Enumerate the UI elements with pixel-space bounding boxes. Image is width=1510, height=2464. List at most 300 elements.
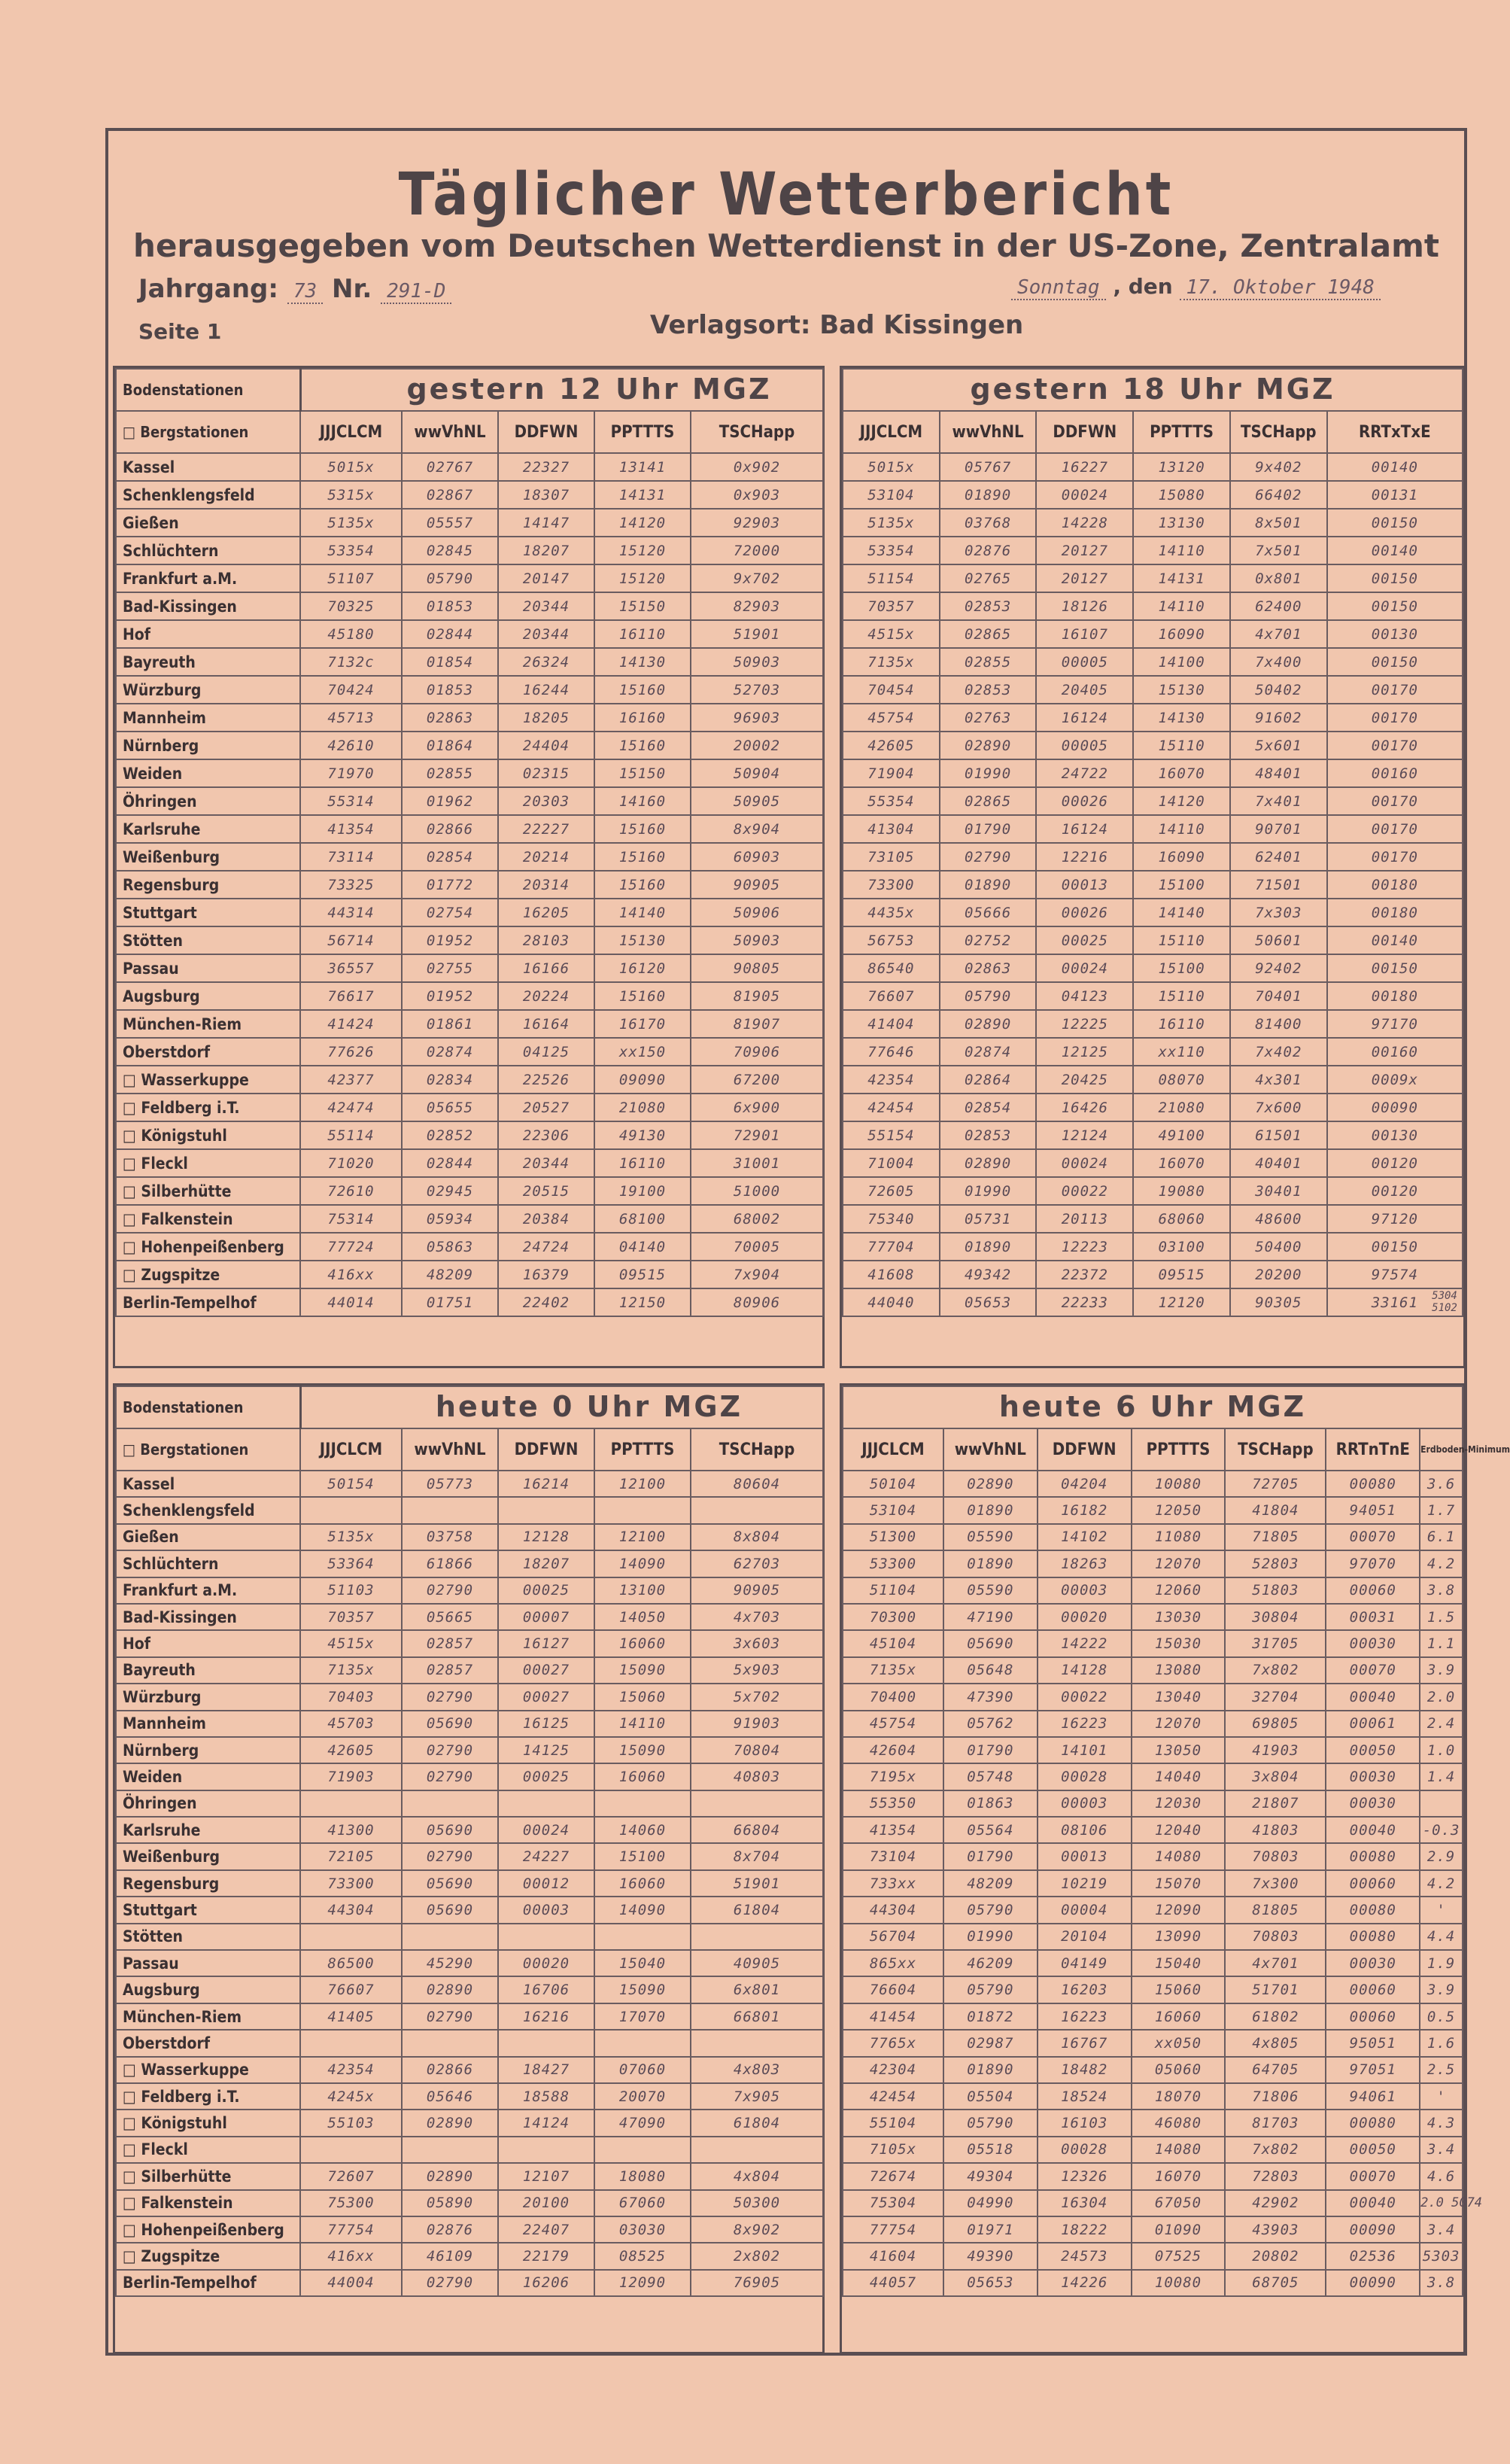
obs-value: 02890 <box>940 1149 1037 1177</box>
table-row <box>843 2057 1463 2083</box>
obs-value: 14124 <box>498 2110 594 2136</box>
obs-value: 4515x <box>300 1630 402 1656</box>
obs-value: 22402 <box>498 1288 594 1316</box>
obs-value: 416xx <box>300 2243 402 2269</box>
obs-value: 16227 <box>1036 453 1133 481</box>
obs-value: 4.2 <box>1420 1550 1463 1577</box>
obs-value: 67050 <box>1132 2190 1226 2216</box>
obs-value: 22306 <box>498 1121 594 1149</box>
obs-value: 00090 <box>1326 2216 1420 2243</box>
obs-value: 45104 <box>843 1630 943 1656</box>
obs-value: 16706 <box>498 1976 594 2003</box>
obs-value: 45754 <box>843 1711 943 1737</box>
obs-value: 416xx <box>300 1261 402 1288</box>
obs-value: 05653 <box>943 2270 1038 2296</box>
table-row <box>843 1924 1463 1950</box>
page-number: Seite 1 <box>138 319 222 344</box>
obs-value: 12100 <box>594 1471 691 1497</box>
table-row <box>116 1471 823 1497</box>
obs-value: 00120 <box>1327 1149 1463 1177</box>
obs-value: 5135x <box>300 509 402 537</box>
obs-value: 46209 <box>943 1950 1038 1976</box>
obs-value: 01751 <box>402 1288 498 1316</box>
station-name: □ Wasserkuppe <box>116 1066 300 1094</box>
jahrgang-line <box>138 274 451 304</box>
obs-value: 00080 <box>1326 1843 1420 1869</box>
obs-value: 18207 <box>498 537 594 564</box>
obs-value: 6x801 <box>691 1976 823 2003</box>
obs-value <box>498 1497 594 1523</box>
obs-value: 01990 <box>940 1177 1037 1205</box>
obs-value: 02890 <box>402 2110 498 2136</box>
obs-value: 15160 <box>594 676 691 704</box>
table-row <box>843 1121 1463 1149</box>
station-name: Hof <box>116 620 300 648</box>
table-row <box>116 1976 823 2003</box>
obs-value: 20147 <box>498 564 594 592</box>
obs-value: 00170 <box>1327 787 1463 815</box>
obs-value: 02790 <box>402 2003 498 2030</box>
table-row <box>843 2270 1463 2296</box>
column-header: DDFWN <box>498 411 594 453</box>
obs-value: 41354 <box>300 815 402 843</box>
obs-value: 12060 <box>1132 1577 1226 1604</box>
obs-value: 42354 <box>300 2057 402 2083</box>
station-name: Nürnberg <box>116 1737 300 1763</box>
panel-title: heute 0 Uhr MGZ <box>435 1390 743 1423</box>
table-row <box>116 1684 823 1710</box>
obs-value: 31705 <box>1225 1630 1326 1656</box>
obs-value: 05060 <box>1132 2057 1226 2083</box>
obs-value: 49342 <box>940 1261 1037 1288</box>
obs-value: 95051 <box>1326 2030 1420 2056</box>
obs-value: 7132c <box>300 648 402 676</box>
table-row <box>116 1094 823 1121</box>
table-row <box>116 1149 823 1177</box>
obs-value: 92903 <box>691 509 823 537</box>
obs-value: 02890 <box>402 2163 498 2189</box>
column-header: JJJCLCM <box>843 411 940 453</box>
table-row <box>116 648 823 676</box>
obs-value: 50906 <box>691 899 823 926</box>
obs-value <box>402 2030 498 2056</box>
column-header: PPTTTS <box>1133 411 1230 453</box>
column-header: TSCHapp <box>691 411 823 453</box>
column-header: JJJCLCM <box>300 1428 402 1471</box>
table-row <box>116 704 823 732</box>
obs-value: 05690 <box>402 1711 498 1737</box>
station-name: □ Falkenstein <box>116 1205 300 1233</box>
obs-value: 01890 <box>940 1233 1037 1261</box>
station-name: Mannheim <box>116 1711 300 1737</box>
obs-value: 14140 <box>594 899 691 926</box>
table-row <box>843 648 1463 676</box>
obs-value: 42454 <box>843 1094 940 1121</box>
obs-value: 16110 <box>594 1149 691 1177</box>
obs-value: 50905 <box>691 787 823 815</box>
obs-value: 51103 <box>300 1577 402 1604</box>
obs-value: 67200 <box>691 1066 823 1094</box>
obs-value: 07060 <box>594 2057 691 2083</box>
obs-value: 51104 <box>843 1577 943 1604</box>
column-header: RRTxTxE <box>1327 411 1463 453</box>
table-row <box>116 1121 823 1149</box>
obs-value: 45180 <box>300 620 402 648</box>
obs-value: 44057 <box>843 2270 943 2296</box>
table-row <box>116 1950 823 1976</box>
obs-value: 70424 <box>300 676 402 704</box>
obs-value: 16216 <box>498 2003 594 2030</box>
obs-value: 97120 <box>1327 1205 1463 1233</box>
obs-value: 12030 <box>1132 1790 1226 1817</box>
obs-value: 81805 <box>1225 1897 1326 1923</box>
table-row <box>843 1205 1463 1233</box>
obs-value: 03100 <box>1133 1233 1230 1261</box>
station-name: Öhringen <box>116 787 300 815</box>
obs-value: 73300 <box>843 871 940 899</box>
table-row <box>843 815 1463 843</box>
obs-value: 28103 <box>498 926 594 954</box>
station-name: Frankfurt a.M. <box>116 564 300 592</box>
obs-value: 02874 <box>402 1038 498 1066</box>
table-row <box>843 1630 1463 1656</box>
table-row <box>116 1657 823 1684</box>
obs-value: 05690 <box>943 1630 1038 1656</box>
obs-value: 00150 <box>1327 648 1463 676</box>
obs-value: 1.4 <box>1420 1763 1463 1790</box>
table-row <box>843 2003 1463 2030</box>
obs-value: 02752 <box>940 926 1037 954</box>
obs-value: 15120 <box>594 564 691 592</box>
table-row <box>116 2163 823 2189</box>
obs-value: 12070 <box>1132 1550 1226 1577</box>
table-row <box>116 1177 823 1205</box>
table-row <box>116 509 823 537</box>
table-row <box>843 1497 1463 1523</box>
obs-value: 15090 <box>594 1976 691 2003</box>
obs-value: 15090 <box>594 1657 691 1684</box>
obs-value: xx050 <box>1132 2030 1226 2056</box>
obs-value: 46109 <box>402 2243 498 2269</box>
obs-value: 00080 <box>1326 1897 1420 1923</box>
obs-value: 15030 <box>1132 1630 1226 1656</box>
obs-value: 18205 <box>498 704 594 732</box>
obs-value: 4x701 <box>1230 620 1327 648</box>
obs-value: 00012 <box>498 1870 594 1897</box>
obs-value: 55154 <box>843 1121 940 1149</box>
obs-value <box>300 1497 402 1523</box>
obs-value: 1.7 <box>1420 1497 1463 1523</box>
obs-value: 16090 <box>1133 620 1230 648</box>
table-row <box>843 1763 1463 1790</box>
obs-value: 41404 <box>843 1010 940 1038</box>
table-row <box>843 1976 1463 2003</box>
header-spacer-row <box>843 369 1463 411</box>
obs-value: 4x701 <box>1225 1950 1326 1976</box>
obs-value: 15110 <box>1133 732 1230 759</box>
table-row <box>116 2243 823 2269</box>
obs-value: 71501 <box>1230 871 1327 899</box>
obs-value: 5015x <box>843 453 940 481</box>
obs-value: 3.9 <box>1420 1976 1463 2003</box>
obs-value <box>691 1790 823 1817</box>
obs-value: 5303 <box>1420 2243 1463 2269</box>
obs-value: 02890 <box>402 1976 498 2003</box>
obs-value: 14110 <box>1133 815 1230 843</box>
obs-value <box>498 2137 594 2163</box>
obs-value: 4.6 <box>1420 2163 1463 2189</box>
obs-value: 77754 <box>300 2216 402 2243</box>
obs-value: 41604 <box>843 2243 943 2269</box>
obs-value: 15110 <box>1133 926 1230 954</box>
obs-value <box>594 1924 691 1950</box>
table-row <box>843 1038 1463 1066</box>
report-sheet <box>105 128 1510 2356</box>
obs-value: 02867 <box>402 481 498 509</box>
obs-value: 13141 <box>594 453 691 481</box>
obs-value: 68100 <box>594 1205 691 1233</box>
column-header: TSCHapp <box>1225 1428 1326 1471</box>
obs-value: 05690 <box>402 1870 498 1897</box>
table-row <box>843 2137 1463 2163</box>
obs-value: 61804 <box>691 2110 823 2136</box>
obs-value: 48209 <box>943 1870 1038 1897</box>
obs-value: 77724 <box>300 1233 402 1261</box>
obs-value: 20802 <box>1225 2243 1326 2269</box>
obs-value: 41354 <box>843 1817 943 1843</box>
obs-value: 61802 <box>1225 2003 1326 2030</box>
jahrgang-value: 73 <box>287 280 323 304</box>
obs-value <box>691 2030 823 2056</box>
obs-value: 05762 <box>943 1711 1038 1737</box>
station-name: Bayreuth <box>116 1657 300 1684</box>
obs-value: 16160 <box>594 704 691 732</box>
obs-value <box>300 2030 402 2056</box>
column-header: TSCHapp <box>1230 411 1327 453</box>
obs-value: 0x801 <box>1230 564 1327 592</box>
table-row <box>843 899 1463 926</box>
obs-value: 00026 <box>1036 899 1133 926</box>
station-name: □ Feldberg i.T. <box>116 1094 300 1121</box>
obs-value <box>594 2137 691 2163</box>
obs-value: 96903 <box>691 704 823 732</box>
obs-value <box>402 2137 498 2163</box>
obs-value: 18126 <box>1036 592 1133 620</box>
obs-value: 00040 <box>1326 1817 1420 1843</box>
obs-value: 14050 <box>594 1604 691 1630</box>
table-row <box>116 1066 823 1094</box>
obs-value: 00040 <box>1326 2190 1420 2216</box>
obs-value: 18307 <box>498 481 594 509</box>
report-subtitle: herausgegeben vom Deutschen Wetterdienst in der US-Zone, Zentralamt <box>133 227 1439 264</box>
station-header-boden: Bodenstationen <box>116 1386 300 1428</box>
obs-value: 41803 <box>1225 1817 1326 1843</box>
obs-value: 00050 <box>1326 1737 1420 1763</box>
table-row <box>843 453 1463 481</box>
obs-value: 94051 <box>1326 1497 1420 1523</box>
table-row <box>843 1577 1463 1604</box>
obs-value: 5135x <box>300 1524 402 1550</box>
obs-value: 00040 <box>1326 1684 1420 1710</box>
obs-value: 22179 <box>498 2243 594 2269</box>
obs-value: 00180 <box>1327 982 1463 1010</box>
panel-heute-6 <box>840 1383 1510 2354</box>
header-spacer-row <box>116 369 823 411</box>
obs-value: 15130 <box>594 926 691 954</box>
obs-value: 05648 <box>943 1657 1038 1684</box>
obs-value: 75340 <box>843 1205 940 1233</box>
obs-value: 01854 <box>402 648 498 676</box>
obs-value: 00170 <box>1327 843 1463 871</box>
station-name: Öhringen <box>116 1790 300 1817</box>
obs-value: 02852 <box>402 1121 498 1149</box>
obs-value: 44314 <box>300 899 402 926</box>
obs-value: 33161 <box>1327 1288 1463 1316</box>
station-name: Schlüchtern <box>116 1550 300 1577</box>
obs-value: 14228 <box>1036 509 1133 537</box>
obs-value: 3.6 <box>1420 1471 1463 1497</box>
obs-value: 16223 <box>1038 1711 1132 1737</box>
obs-value: 6.1 <box>1420 1524 1463 1550</box>
table-row <box>116 1870 823 1897</box>
obs-value: 5315x <box>300 481 402 509</box>
obs-value: 56704 <box>843 1924 943 1950</box>
column-header: TSCHapp <box>691 1428 823 1471</box>
station-name: Würzburg <box>116 676 300 704</box>
obs-value: 68705 <box>1225 2270 1326 2296</box>
obs-value: 12216 <box>1036 843 1133 871</box>
obs-value: 00150 <box>1327 509 1463 537</box>
table-row <box>843 1950 1463 1976</box>
station-name: □ Feldberg i.T. <box>116 2083 300 2110</box>
title-cell <box>300 369 823 411</box>
obs-value: 12090 <box>1132 1897 1226 1923</box>
panel-gestern-18 <box>840 366 1466 1368</box>
obs-value: 70401 <box>1230 982 1327 1010</box>
obs-value: 01863 <box>943 1790 1038 1817</box>
obs-value: 00180 <box>1327 899 1463 926</box>
obs-value: 05790 <box>943 2110 1038 2136</box>
obs-value: 15040 <box>594 1950 691 1976</box>
obs-value: 20405 <box>1036 676 1133 704</box>
obs-value: 61804 <box>691 1897 823 1923</box>
obs-value: 14131 <box>1133 564 1230 592</box>
obs-value: 00060 <box>1326 1976 1420 2003</box>
obs-value: 51901 <box>691 620 823 648</box>
obs-value: 50903 <box>691 926 823 954</box>
obs-value: 49390 <box>943 2243 1038 2269</box>
obs-value: 00005 <box>1036 732 1133 759</box>
obs-value: 91903 <box>691 1711 823 1737</box>
obs-value: 50104 <box>843 1471 943 1497</box>
column-header: DDFWN <box>1038 1428 1132 1471</box>
obs-value: 1.5 <box>1420 1604 1463 1630</box>
obs-value: 08525 <box>594 2243 691 2269</box>
station-header-berg: □ Bergstationen <box>116 411 300 453</box>
obs-value: 4x803 <box>691 2057 823 2083</box>
obs-value: 14100 <box>1133 648 1230 676</box>
obs-value: 5x601 <box>1230 732 1327 759</box>
verlagsort: Verlagsort: Bad Kissingen <box>650 310 1024 340</box>
obs-value: 51000 <box>691 1177 823 1205</box>
obs-value: 86500 <box>300 1950 402 1976</box>
obs-value: 71020 <box>300 1149 402 1177</box>
station-header-boden: Bodenstationen <box>116 369 300 411</box>
obs-value: 71970 <box>300 759 402 787</box>
obs-value: 44304 <box>300 1897 402 1923</box>
obs-value: 61501 <box>1230 1121 1327 1149</box>
obs-value: 42454 <box>843 2083 943 2110</box>
obs-value: 05690 <box>402 1817 498 1843</box>
station-name: Weißenburg <box>116 1843 300 1869</box>
obs-value: 20314 <box>498 871 594 899</box>
table-row <box>116 537 823 564</box>
station-name: Weißenburg <box>116 843 300 871</box>
obs-value: 09515 <box>594 1261 691 1288</box>
obs-value: 55103 <box>300 2110 402 2136</box>
obs-value: 71904 <box>843 759 940 787</box>
table-row <box>843 620 1463 648</box>
table-row <box>843 732 1463 759</box>
obs-value: 20127 <box>1036 564 1133 592</box>
obs-value: 00025 <box>498 1577 594 1604</box>
obs-value: 05646 <box>402 2083 498 2110</box>
station-name: Nürnberg <box>116 732 300 759</box>
station-name: Stuttgart <box>116 899 300 926</box>
obs-value: 53354 <box>843 537 940 564</box>
obs-value: 17070 <box>594 2003 691 2030</box>
obs-value: 66402 <box>1230 481 1327 509</box>
obs-value: 02864 <box>940 1066 1037 1094</box>
obs-value: 14222 <box>1038 1630 1132 1656</box>
station-name: Augsburg <box>116 1976 300 2003</box>
obs-value: 7195x <box>843 1763 943 1790</box>
obs-value: 73300 <box>300 1870 402 1897</box>
obs-value: 76604 <box>843 1976 943 2003</box>
obs-value: 16090 <box>1133 843 1230 871</box>
obs-value: 22526 <box>498 1066 594 1094</box>
station-name: Gießen <box>116 509 300 537</box>
obs-value: 15160 <box>594 815 691 843</box>
obs-value <box>498 2030 594 2056</box>
obs-value: 90701 <box>1230 815 1327 843</box>
obs-value: 4.3 <box>1420 2110 1463 2136</box>
table-row <box>116 2030 823 2056</box>
obs-value: 42902 <box>1225 2190 1326 2216</box>
table-row <box>116 2057 823 2083</box>
obs-value: 41300 <box>300 1817 402 1843</box>
obs-value: 7x904 <box>691 1261 823 1288</box>
obs-value: 53300 <box>843 1550 943 1577</box>
table-row <box>116 1497 823 1523</box>
obs-value: 00070 <box>1326 1657 1420 1684</box>
obs-value: 55350 <box>843 1790 943 1817</box>
obs-value: 02763 <box>940 704 1037 732</box>
obs-value: 05731 <box>940 1205 1037 1233</box>
table-row <box>116 2003 823 2030</box>
obs-value: 02790 <box>402 1577 498 1604</box>
obs-value: 05790 <box>402 564 498 592</box>
obs-value: 72803 <box>1225 2163 1326 2189</box>
obs-value: 05767 <box>940 453 1037 481</box>
obs-value: 08106 <box>1038 1817 1132 1843</box>
obs-value: 01090 <box>1132 2216 1226 2243</box>
table-row <box>843 537 1463 564</box>
obs-value: 71903 <box>300 1763 402 1790</box>
obs-value: 14101 <box>1038 1737 1132 1763</box>
obs-value: 72705 <box>1225 1471 1326 1497</box>
obs-value: 14080 <box>1132 2137 1226 2163</box>
